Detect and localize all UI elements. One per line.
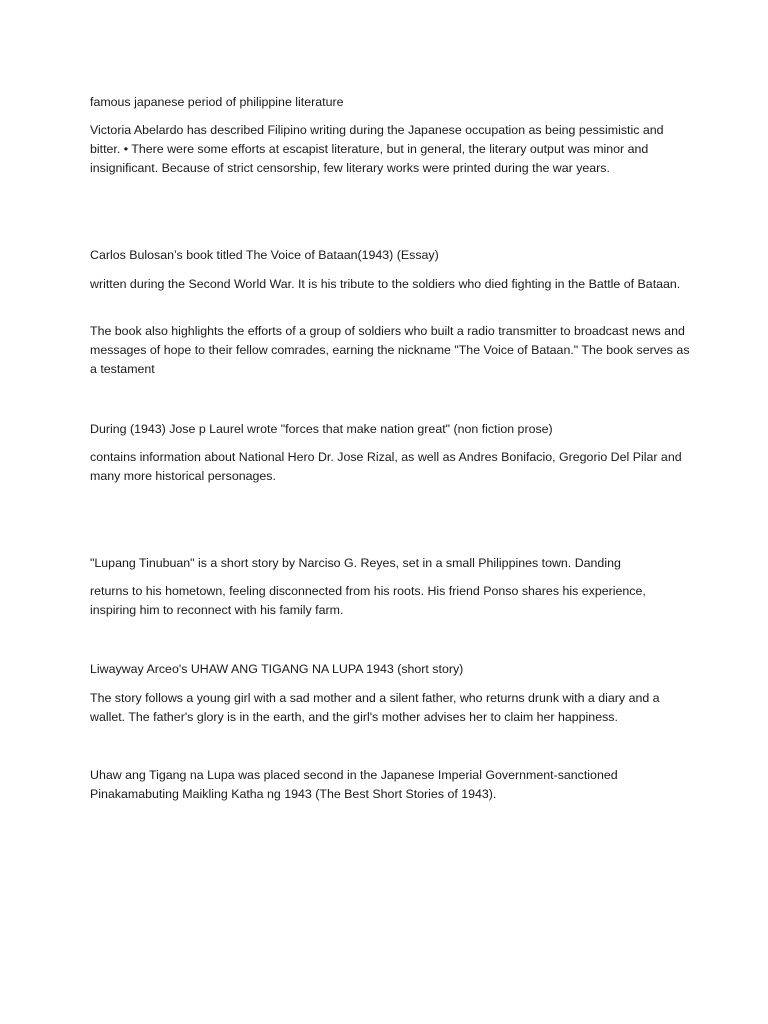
heading-voice-of-bataan: Carlos Bulosan’s book titled The Voice of Bataan(1943) (Essay): [90, 248, 439, 262]
paragraph-laurel-content: contains information about National Hero Dr. Jose Rizal, as well as Andres Bonifacio, Gregorio Del Pilar and many more historical personages.: [90, 450, 682, 483]
heading-lupang-tinubuan: "Lupang Tinubuan" is a short story by Narciso G. Reyes, set in a small Philippines town. Danding: [90, 556, 621, 570]
paragraph-radio-transmitter: The book also highlights the efforts of a group of soldiers who built a radio transmitter to broadcast news and messages of hope to their fellow comrades, earning the nickname "The Voice of Bataan." The book serves as a testament: [90, 324, 690, 376]
paragraph-abelardo: Victoria Abelardo has described Filipino writing during the Japanese occupation as being pessimistic and bitter. • There were some efforts at escapist literature, but in general, the literary output was minor and insignificant. Because of strict censorship, few literary works were printed during the war years.: [90, 123, 664, 175]
paragraph-danding: returns to his hometown, feeling disconnected from his roots. His friend Ponso shares his experience, inspiring him to reconnect with his family farm.: [90, 584, 646, 617]
paragraph-bataan-tribute: written during the Second World War. It is his tribute to the soldiers who died fighting in the Battle of Bataan.: [90, 277, 681, 291]
heading-uhaw: Liwayway Arceo's UHAW ANG TIGANG NA LUPA 1943 (short story): [90, 662, 464, 676]
heading-laurel: During (1943) Jose p Laurel wrote "forces that make nation great" (non fiction prose): [90, 422, 553, 436]
document-title: famous japanese period of philippine literature: [90, 95, 344, 109]
paragraph-uhaw-award: Uhaw ang Tigang na Lupa was placed second in the Japanese Imperial Government-sanctioned Pinakamabuting Maikling Katha ng 1943 (The Best Short Stories of 1943).: [90, 768, 618, 801]
paragraph-uhaw-story: The story follows a young girl with a sad mother and a silent father, who returns drunk with a diary and a wallet. The father's glory is in the earth, and the girl's mother advises her to claim her happiness.: [90, 691, 660, 724]
